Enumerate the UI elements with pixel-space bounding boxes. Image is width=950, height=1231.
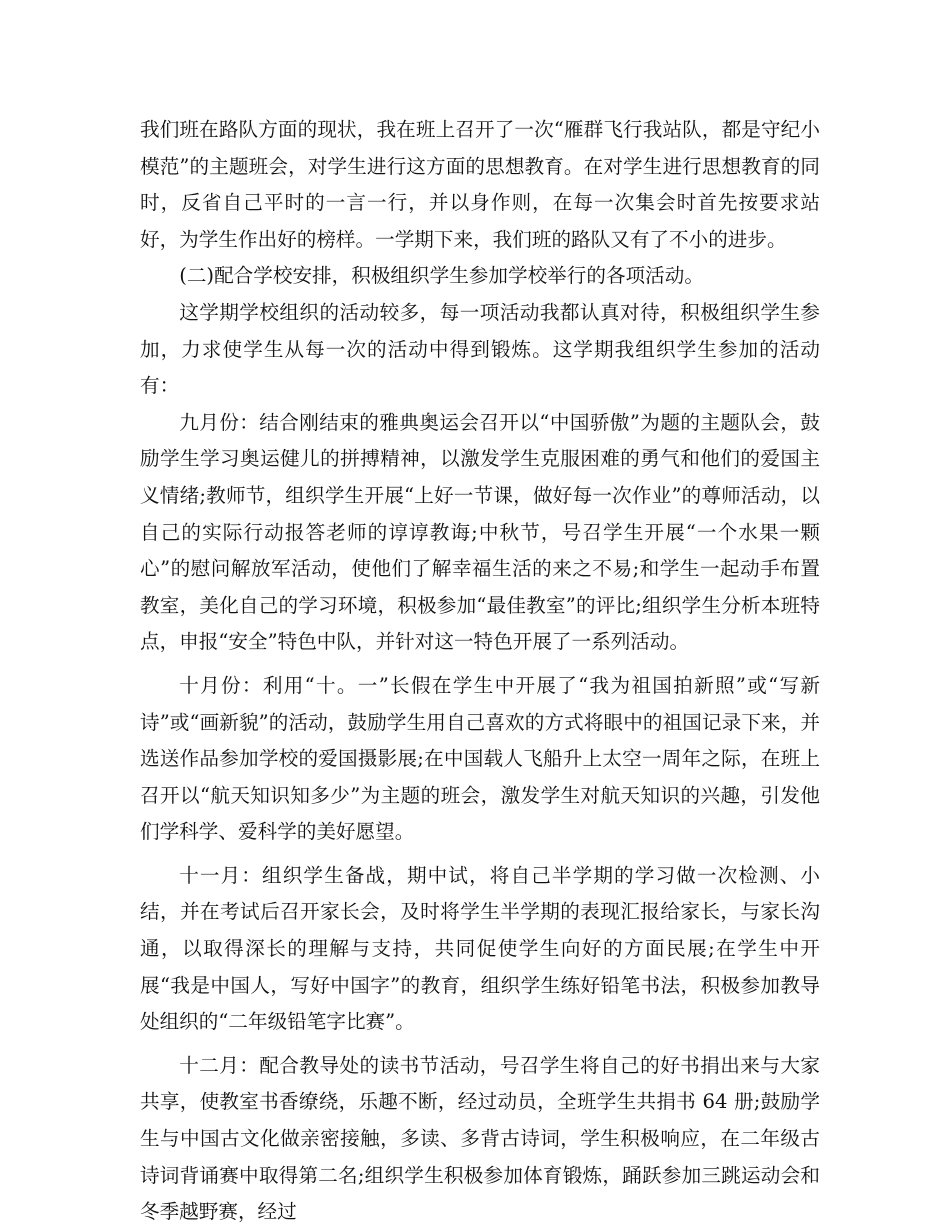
document-page <box>140 112 820 1231</box>
paragraph-november: 十一月：组织学生备战，期中试，将自己半学期的学习做一次检测、小结，并在考试后召开家长会，及时将学生半学期的表现汇报给家长，与家长沟通，以取得深长的理解与支持，共同促使学生向好的方面民展;在学生中开展“我是中国人，写好中国字”的教育，组织学生练好铅笔书法，积极参加教导处组织的“二年级铅笔字比赛”。 <box>140 863 820 1034</box>
paragraph-september: 九月份：结合刚结束的雅典奥运会召开以“中国骄傲”为题的主题队会，鼓励学生学习奥运健儿的拼搏精神，以激发学生克服困难的勇气和他们的爱国主义情绪;教师节，组织学生开展“上好一节课，做好每一次作业”的尊师活动，以自己的实际行动报答老师的谆谆教诲;中秋节，号召学生开展“一个水果一颗心”的慰问解放军活动，使他们了解幸福生活的来之不易;和学生一起动手布置教室，美化自己的学习环境，积极参加“最佳教室”的评比;组织学生分析本班特点，申报“安全”特色中队，并针对这一特色开展了一系列活动。 <box>140 410 820 654</box>
paragraph-october: 十月份：利用“十。一”长假在学生中开展了“我为祖国拍新照”或“写新诗”或“画新貌”的活动，鼓励学生用自己喜欢的方式将眼中的祖国记录下来，并选送作品参加学校的爱国摄影展;在中国载人飞船升上太空一周年之际，在班上召开以“航天知识知多少”为主题的班会，激发学生对航天知识的兴趣，引发他们学科学、爱科学的美好愿望。 <box>140 673 820 844</box>
paragraph-section-heading: (二)配合学校安排，积极组织学生参加学校举行的各项活动。 <box>179 264 704 288</box>
paragraph-intro: 我们班在路队方面的现状，我在班上召开了一次“雁群飞行我站队，都是守纪小模范”的主题班会，对学生进行这方面的思想教育。在对学生进行思想教育的同时，反省自己平时的一言一行，并以身作则，在每一次集会时首先按要求站好，为学生作出好的榜样。一学期下来，我们班的路队又有了不小的进步。 <box>140 118 820 251</box>
paragraph-december: 十二月：配合教导处的读书节活动，号召学生将自己的好书捐出来与大家共享，使教室书香缭绕，乐趣不断，经过动员，全班学生共捐书 64 册;鼓励学生与中国古文化做亲密接触，多读、多背古诗词，学生积极响应，在二年级古诗词背诵赛中取得第二名;组织学生积极参加体育锻炼，踊跃参加三跳运动会和冬季越野赛，经过 <box>140 1053 820 1224</box>
paragraph-activities-overview: 这学期学校组织的活动较多，每一项活动我都认真对待，积极组织学生参加，力求使学生从每一次的活动中得到锻炼。这学期我组织学生参加的活动有： <box>140 300 820 398</box>
